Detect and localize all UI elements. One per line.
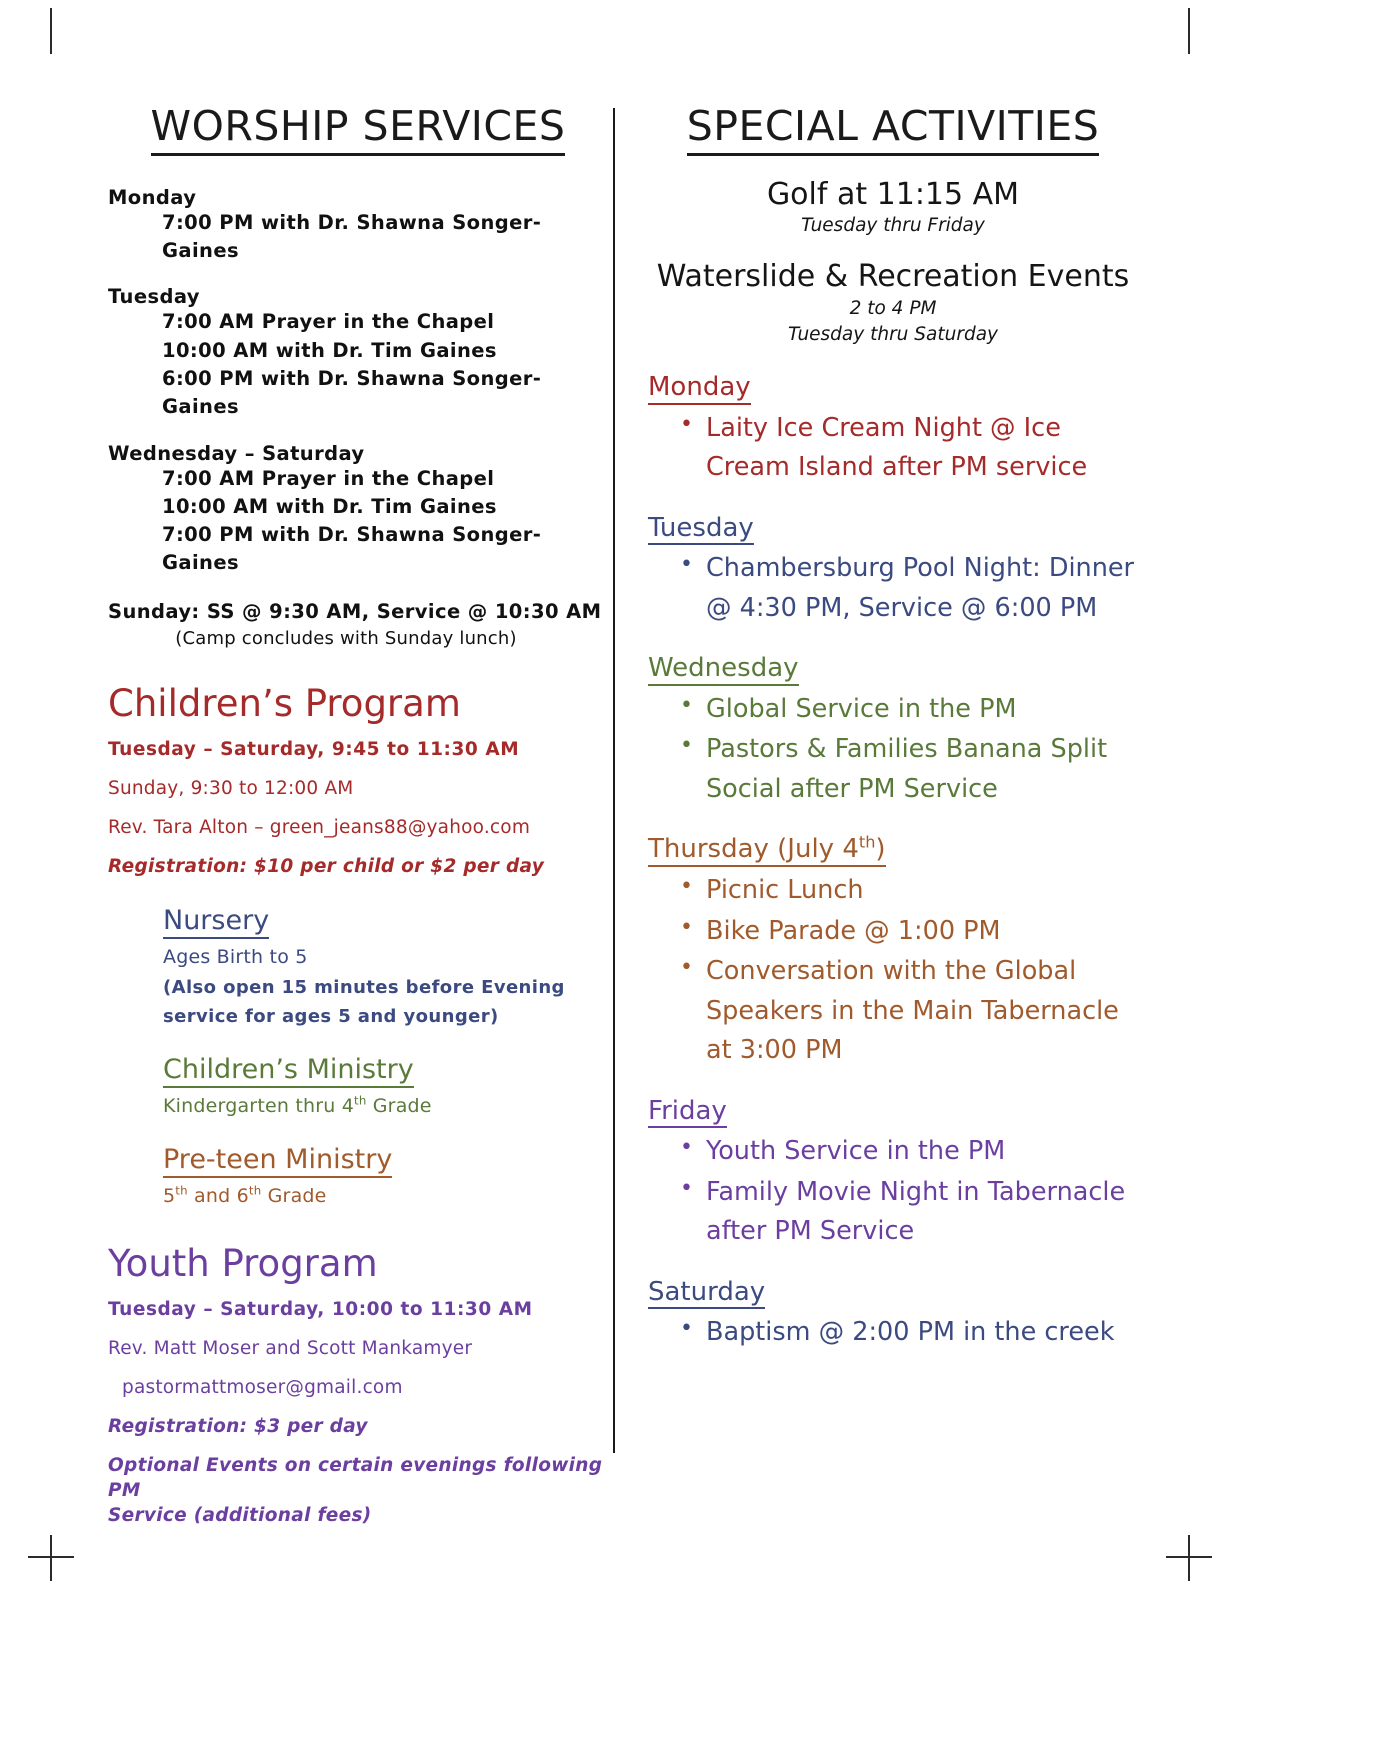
preteen-ministry-section: [163, 1145, 608, 1209]
schedule-tuesday-line-3: 6:00 PM with Dr. Shawna Songer-Gaines: [162, 366, 542, 419]
preteen-grade-b-sup: th: [248, 1183, 262, 1198]
schedule-sunday-line: Sunday: SS @ 9:30 AM, Service @ 10:30 AM: [108, 599, 602, 623]
list-item: • Picnic Lunch: [706, 871, 1138, 911]
youth-program-email: pastormattmoser@gmail.com: [122, 1377, 403, 1399]
schedule-wedsat-line-2: 10:00 AM with Dr. Tim Gaines: [162, 494, 497, 518]
preteen-grade-a-sup: th: [175, 1183, 188, 1198]
schedule-tuesday-line-2: 10:00 AM with Dr. Tim Gaines: [162, 338, 497, 362]
list-item: • Bike Parade @ 1:00 PM: [706, 912, 1138, 952]
activity-day-thursday-heading: [648, 832, 886, 867]
nursery-note-line-1: (Also open 15 minutes before Evening: [163, 976, 565, 998]
list-item: • Baptism @ 2:00 PM in the creek: [706, 1313, 1138, 1353]
schedule-day-monday: Monday: [108, 185, 197, 209]
nursery-ages: Ages Birth to 5: [163, 945, 308, 968]
youth-program-leaders: Rev. Matt Moser and Scott Mankamyer: [108, 1338, 473, 1360]
list-item: • Chambersburg Pool Night: Dinner @ 4:30 PM, Service @ 6:00 PM: [706, 549, 1138, 628]
childrens-program-weekday-hours: Tuesday – Saturday, 9:45 to 11:30 AM: [108, 739, 520, 760]
nursery-title: Nursery: [163, 906, 269, 939]
activity-day-monday: [648, 373, 1138, 488]
schedule-tuesday-line-1: 7:00 AM Prayer in the Chapel: [162, 310, 495, 334]
preteen-grade-mid: and 6: [187, 1184, 249, 1207]
childrens-program-sunday-hours: Sunday, 9:30 to 12:00 AM: [108, 777, 354, 799]
activity-day-thursday-sup: th: [858, 832, 876, 852]
activity-day-friday-events: [648, 1132, 1138, 1252]
activity-day-friday: [648, 1097, 1138, 1252]
activity-day-monday-heading: Monday: [648, 373, 751, 405]
list-item: • Laity Ice Cream Night @ Ice Cream Island after PM service: [706, 409, 1138, 488]
special-activities-column: [648, 104, 1138, 1353]
activity-day-tuesday-events: [648, 549, 1138, 628]
nursery-section: [163, 906, 608, 1029]
special-activities-heading-text: SPECIAL ACTIVITIES: [687, 104, 1100, 156]
activity-day-wednesday: [648, 654, 1138, 809]
activity-day-tuesday-heading: Tuesday: [648, 514, 754, 546]
activity-day-thursday-tail: ): [875, 834, 886, 865]
worship-schedule: [108, 186, 608, 649]
waterslide-activity-days: Tuesday thru Saturday: [788, 324, 998, 345]
preteen-grade-suffix: Grade: [261, 1184, 327, 1207]
schedule-day-wednesday-saturday: Wednesday – Saturday: [108, 441, 365, 465]
activity-day-wednesday-heading: Wednesday: [648, 654, 799, 686]
camp-concludes-note: (Camp concludes with Sunday lunch): [175, 627, 517, 649]
list-item: • Conversation with the Global Speakers in the Main Tabernacle at 3:00 PM: [706, 952, 1138, 1071]
activity-day-thursday: [648, 832, 1138, 1070]
childrens-ministry-title: Children’s Ministry: [163, 1055, 414, 1088]
activity-day-tuesday: [648, 514, 1138, 629]
childrens-ministry-grade-prefix: Kindergarten thru 4: [163, 1094, 355, 1117]
golf-activity-title: Golf at 11:15 AM: [766, 176, 1020, 212]
activity-day-thursday-events: [648, 871, 1138, 1071]
list-item: • Global Service in the PM: [706, 690, 1138, 730]
childrens-ministry-grades: [163, 1094, 608, 1119]
worship-services-heading: [108, 104, 608, 156]
worship-services-column: [108, 104, 608, 1529]
waterslide-activity-time: 2 to 4 PM: [849, 297, 937, 319]
childrens-ministry-grade-suffix: Grade: [366, 1094, 432, 1117]
youth-program-registration: Registration: $3 per day: [108, 1416, 368, 1438]
list-item: • Family Movie Night in Tabernacle after PM Service: [706, 1173, 1138, 1252]
schedule-wedsat-line-3: 7:00 PM with Dr. Shawna Songer-Gaines: [162, 523, 542, 575]
activity-day-saturday: [648, 1278, 1138, 1353]
childrens-ministry-grade-sup: th: [354, 1093, 367, 1108]
childrens-ministry-section: [163, 1055, 608, 1119]
youth-program-title: Youth Program: [108, 1241, 378, 1285]
schedule-day-tuesday: Tuesday: [108, 285, 200, 309]
activity-day-friday-heading: Friday: [648, 1097, 727, 1129]
youth-program-optional-line-2: Service (additional fees): [108, 1504, 372, 1526]
special-activities-heading: [648, 104, 1138, 156]
waterslide-activity-title: Waterslide & Recreation Events: [656, 259, 1130, 295]
childrens-program-registration: Registration: $10 per child or $2 per day: [108, 855, 545, 877]
activity-day-wednesday-events: [648, 690, 1138, 810]
schedule-monday-line-1: 7:00 PM with Dr. Shawna Songer-Gaines: [162, 210, 542, 263]
youth-program-hours: Tuesday – Saturday, 10:00 to 11:30 AM: [108, 1299, 533, 1321]
preteen-grade-a: 5: [163, 1184, 176, 1207]
activity-day-saturday-events: [648, 1313, 1138, 1353]
youth-program-optional-line-1: Optional Events on certain evenings following PM: [108, 1454, 603, 1501]
activity-day-saturday-heading: Saturday: [648, 1278, 765, 1310]
childrens-program-contact: Rev. Tara Alton – green_jeans88@yahoo.com: [108, 816, 531, 838]
preteen-ministry-grades: [163, 1184, 608, 1209]
list-item: • Pastors & Families Banana Split Social after PM Service: [706, 730, 1138, 809]
list-item: • Youth Service in the PM: [706, 1132, 1138, 1172]
worship-services-heading-text: WORSHIP SERVICES: [151, 104, 566, 156]
childrens-program-title: Children’s Program: [108, 681, 461, 725]
activity-day-monday-events: [648, 409, 1138, 488]
schedule-wedsat-line-1: 7:00 AM Prayer in the Chapel: [162, 466, 495, 490]
preteen-ministry-title: Pre-teen Ministry: [163, 1145, 392, 1178]
golf-activity-days: Tuesday thru Friday: [801, 215, 985, 237]
nursery-note-line-2: service for ages 5 and younger): [163, 1006, 499, 1028]
activity-day-thursday-name: Thursday (July 4: [648, 834, 859, 865]
